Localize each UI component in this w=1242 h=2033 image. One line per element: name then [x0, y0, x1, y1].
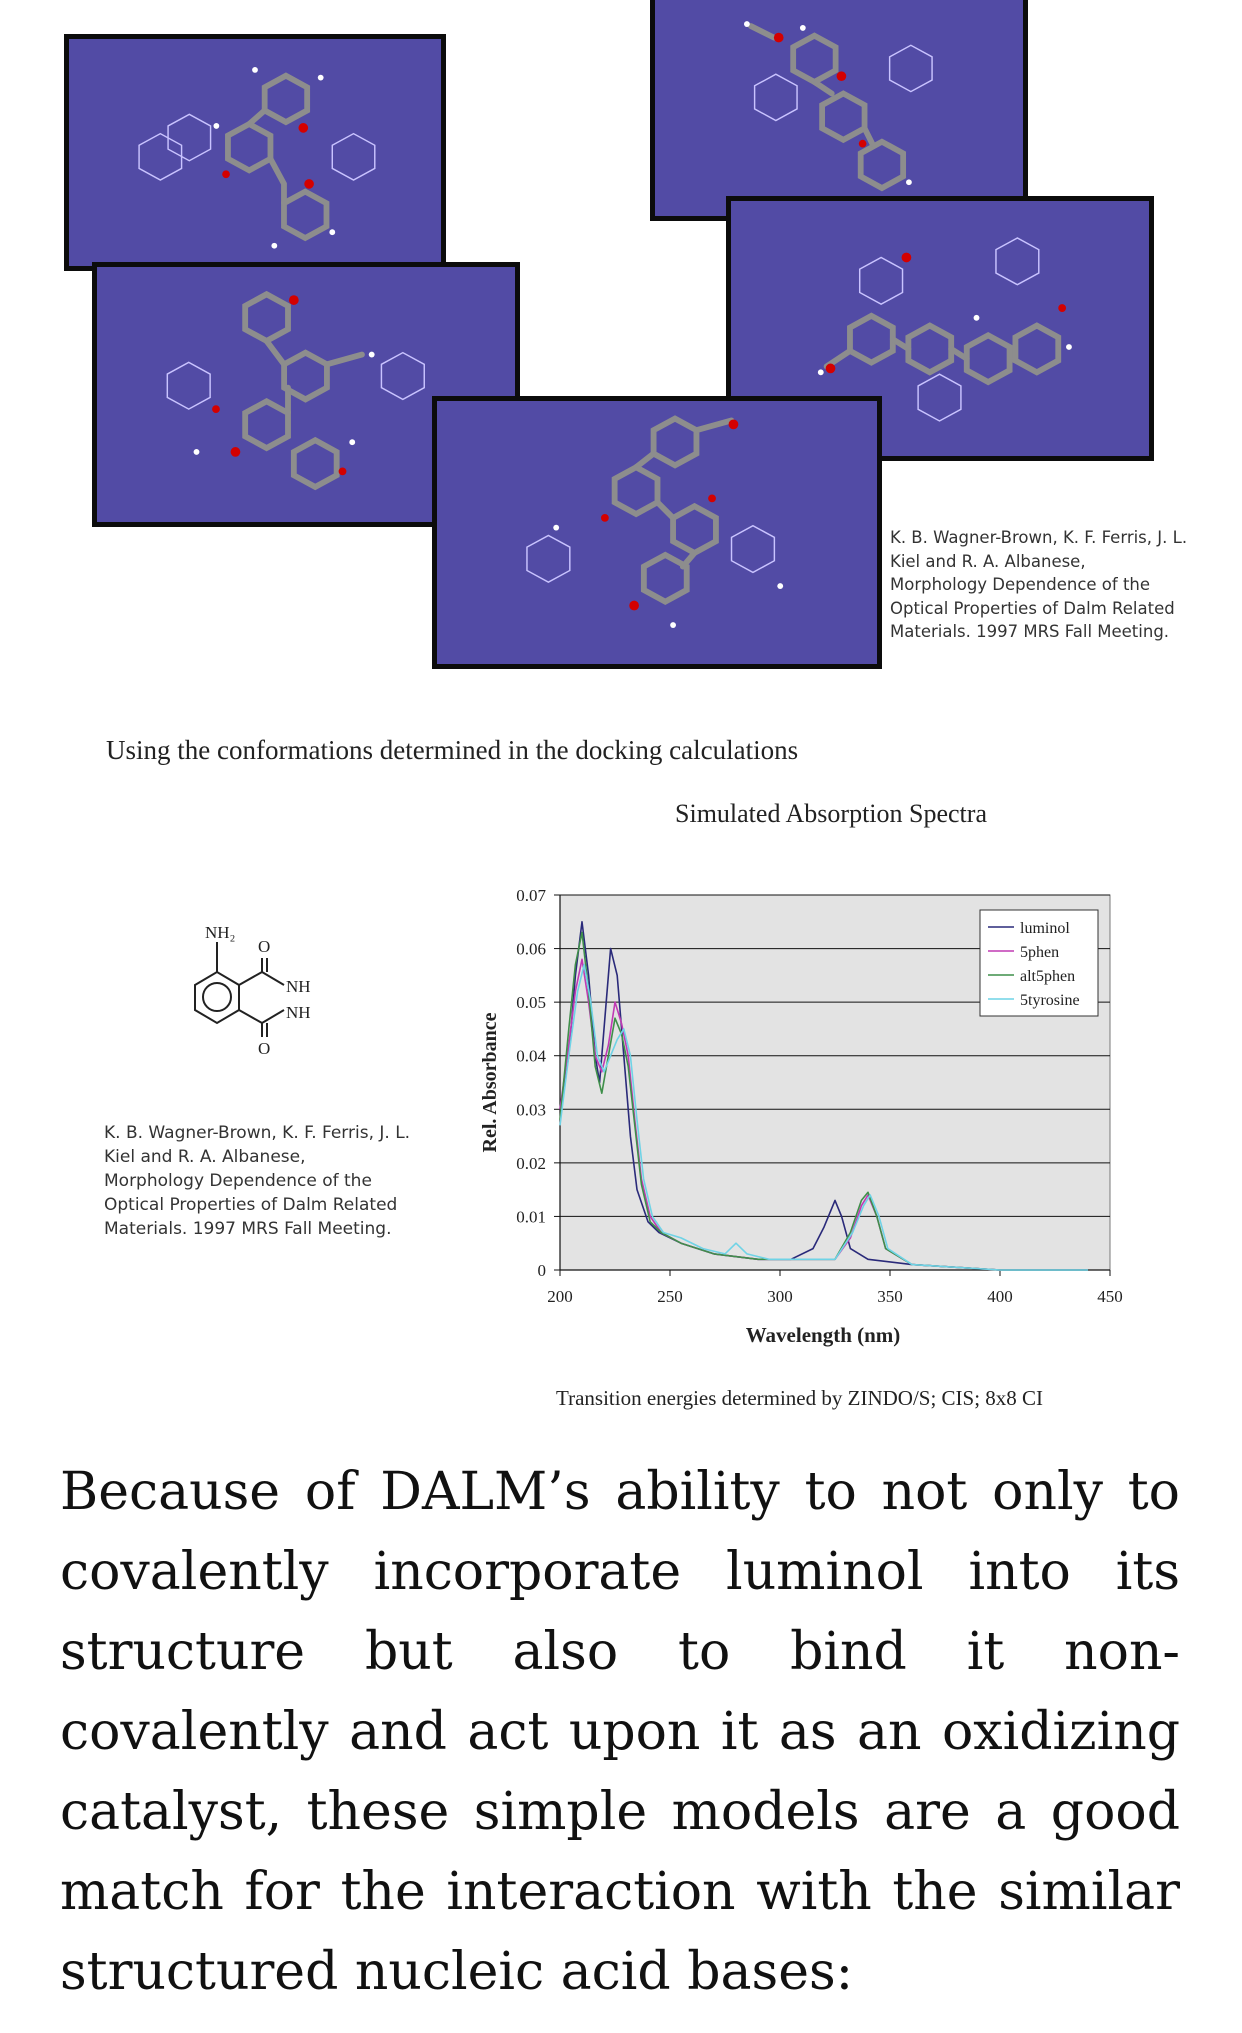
body-paragraph: Because of DALM’s ability to not only to covalently incorporate luminol into its structure but also to bind it non-covalently and act upon it as an oxidizing catalyst, these simple models are a good match for the interaction with the similar structured nucleic acid bases:: [60, 1462, 1180, 2002]
x-tick-label: 400: [987, 1287, 1013, 1306]
molecule-render: [655, 0, 1023, 216]
y-tick-label: 0.01: [516, 1207, 546, 1227]
chart-title: Simulated Absorption Spectra: [675, 799, 987, 828]
y-tick-label: 0.02: [516, 1153, 546, 1173]
x-tick-label: 350: [877, 1287, 903, 1306]
molecule-render: [69, 39, 441, 266]
legend-label: 5tyrosine: [1020, 992, 1080, 1009]
x-tick-label: 450: [1097, 1287, 1123, 1306]
x-tick-label: 300: [767, 1287, 793, 1306]
y-tick-label: 0.06: [516, 939, 546, 959]
o-top-label: O: [258, 937, 271, 956]
luminol-structure: [170, 900, 350, 1070]
molecule-panel-1: [64, 34, 446, 271]
y-tick-label: 0.03: [516, 1100, 546, 1120]
absorption-chart: [460, 790, 1160, 1370]
nh-label-b: NH: [286, 1003, 311, 1022]
top-citation: K. B. Wagner-Brown, K. F. Ferris, J. L. Kiel and R. A. Albanese, Morphology Dependence of the Optical Properties of Dalm Related Materials. 1997 MRS Fall Meeting.: [890, 528, 1188, 641]
molecule-render: [437, 401, 877, 664]
nh2-label: NH₂: [205, 923, 236, 942]
o-bottom-label: O: [258, 1039, 271, 1058]
x-tick-label: 200: [547, 1287, 573, 1306]
intro-line: Using the conformations determined in the docking calculations: [106, 735, 799, 765]
molecule-panel-2: [650, 0, 1028, 221]
y-tick-label: 0.04: [516, 1046, 546, 1066]
x-tick-label: 250: [657, 1287, 683, 1306]
x-axis-label: Wavelength (nm): [745, 1323, 901, 1347]
legend-label: alt5phen: [1020, 968, 1076, 985]
y-axis-label: Rel. Absorbance: [479, 1012, 501, 1153]
legend-label: luminol: [1020, 920, 1070, 937]
nh-label-a: NH: [286, 977, 311, 996]
molecule-panel-5: [432, 396, 882, 669]
y-tick-label: 0.07: [516, 886, 546, 905]
chart-footnote: Transition energies determined by ZINDO/S; CIS; 8x8 CI: [556, 1386, 1044, 1410]
left-citation: K. B. Wagner-Brown, K. F. Ferris, J. L. Kiel and R. A. Albanese, Morphology Dependence of the Optical Properties of Dalm Related Materials. 1997 MRS Fall Meeting.: [104, 1123, 411, 1239]
legend-label: 5phen: [1020, 944, 1060, 961]
y-tick-label: 0.05: [516, 993, 546, 1013]
y-tick-label: 0: [537, 1261, 546, 1280]
